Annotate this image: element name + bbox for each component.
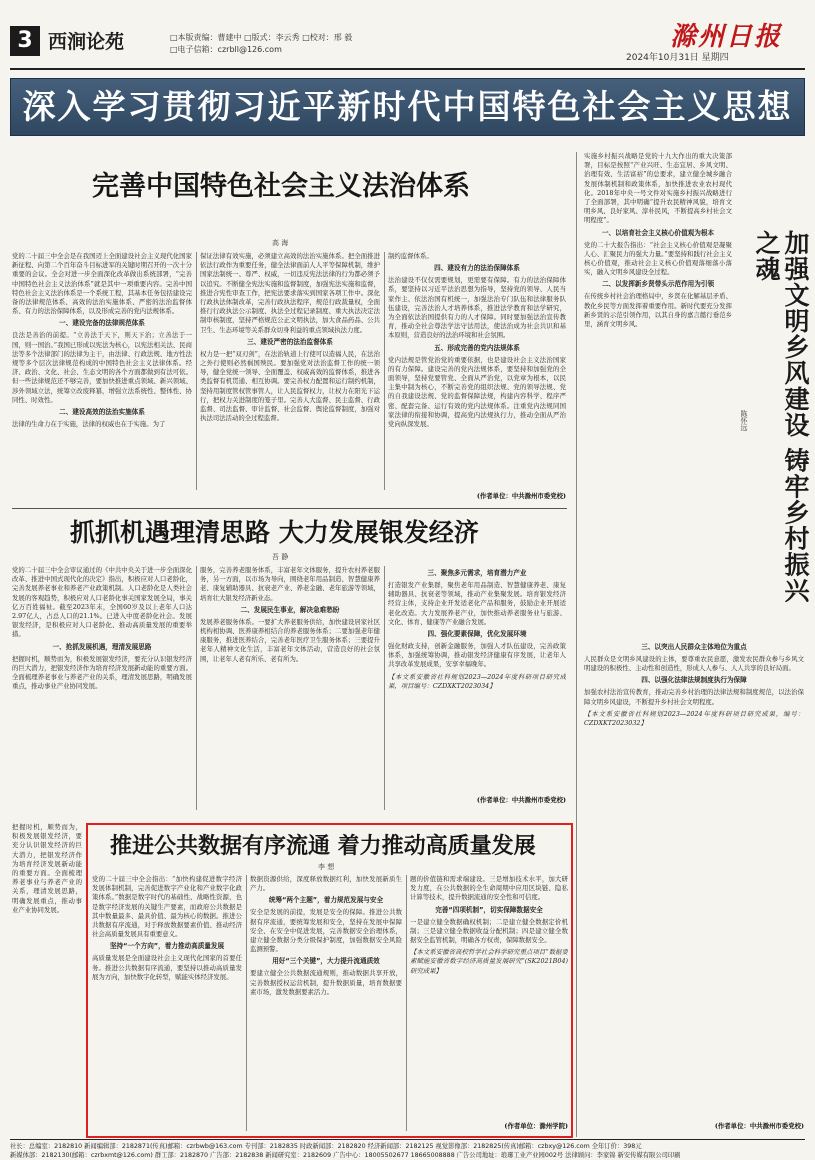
article2-subheading: 四、强化要素保障，优化发展环境 (427, 630, 527, 639)
article2-subheading: 三、聚焦多元需求，培育潜力产业 (427, 569, 527, 577)
article3-subheading: 用好“三个关键”，大力提升流通质效 (272, 957, 380, 966)
column-divider (384, 566, 385, 810)
article2-title: 抓抓机遇理清思路 大力发展银发经济 (70, 518, 479, 547)
issue-date: 2024年10月31日 星期四 (626, 53, 729, 63)
article4-para: 党的二十大报告指出：“社会主义核心价值观是凝聚人心、汇聚民力的强大力量。”要坚持和践行社会主义核心价值观，推动社会主义核心价值观落细落小落实，融入文明乡风建设全过程。 (584, 240, 732, 277)
article1-column-3 (388, 252, 566, 492)
article4-para: 在传统乡村社会治理格局中，乡贤在化解基层矛盾、教化乡民等方面发挥着重要作用。新时代要充分发挥新乡贤的示范引领作用，以其自身的嘉言懿行垂范乡里，涵育文明乡风。 (584, 292, 732, 329)
article1-para: 法治建设不仅仅需要规划，更需要有保障。有力的法治保障体系，要坚持以习近平法治思想为指导，坚持党的领导、人民当家作主、依法治国有机统一，加强法治专门队伍和法律服务队伍建设，完善法治人才培养体系，推进法学教育和法学研究，为全面依法治国提供有力的人才保障。同时要加强法治宣传教育，推动全社会尊法学法守法用法，使法治成为社会共识和基本原则，营造良好的法治环境和社会氛围。 (388, 276, 566, 340)
article4-column-top (584, 152, 732, 522)
article2-para: 发展养老服务体系。一要扩大养老服务供给，加快建设居家社区机构相协调、医养康养相结合的养老服务体系；二要加强老年健康服务，推进医养结合，完善老年医疗卫生服务体系；三要提升老年人精神文化生活，丰富老年文体活动，营造良好的社会氛围，让老年人老有所乐、老有所为。 (200, 617, 380, 663)
article4-para: 人民群众是文明乡风建设的主体，要尊重农民意愿，激发农民群众参与乡风文明建设的积极性、主动性和创造性，形成人人参与、人人共享的良好局面。 (584, 655, 804, 673)
article3-subheading: 坚持“一个方向”，着力推动高质量发展 (109, 942, 225, 951)
column-divider (196, 566, 197, 810)
article3-para: 一是建立健全数据确权机制；二是建立健全数据定价机制；三是建立健全数据收益分配机制；四是建立健全数据安全监管机制，明确各方权责，保障数据安全。 (410, 917, 568, 945)
footer-line-1: 社长：总编室：2182810 新闻编辑部：2182871(传真)邮箱：czrbwb@163.com 专刊部：2182835 时政新闻部：2182820 经济新闻部：2182125 视觉影像部：2182825(传真)邮箱：czbxy@126.com 全年订价：398元 (10, 1143, 642, 1150)
editors-line: □本版责编：曹建中 □版式：李云秀 □校对：邢 毅 (170, 33, 353, 42)
article3-para: 安全是发展的前提，发展是安全的保障。推进公共数据有序流通，要统筹发展和安全，坚持在发展中保障安全、在安全中促进发展，完善数据安全治理体系，建立健全数据分类分级保护制度，加强数据安全风险监测预警。 (250, 908, 402, 954)
article3-title: 推进公共数据有序流通 着力推动高质量发展 (110, 834, 536, 859)
article2-continuation (12, 823, 82, 1133)
article2-column-3 (388, 566, 566, 788)
article3-source: (作者单位：滁州学院) (504, 1122, 568, 1130)
newspaper-logo: 滁州日报 (670, 22, 783, 52)
article1-column-2 (200, 252, 380, 492)
page-number: 3 (10, 26, 40, 56)
editors-info (170, 32, 370, 56)
article4-subheading: 一、以培育社会主义核心价值观为根本 (601, 228, 715, 237)
article2-para: 把握时机，顺势而为，积极发展银发经济，要充分认识银发经济的巨大潜力，把银发经济作为培育经济发展新动能的重要方面。全面梳理养老事业与养老产业的关系，理清发展思路，明确发展重点，推动事业产业协同发展。 (12, 654, 192, 691)
article4-note: 【本文系安徽省社科规划2023—2024年度科研项目研究成果，编号：CZDXKT2023032】 (584, 709, 804, 728)
article3-subheading: 完善“四项机制”，切实保障数据安全 (435, 905, 543, 914)
email-line: □电子信箱：czrbll@126.com (170, 45, 282, 54)
article1-author: 高 海 (272, 239, 289, 247)
column-divider (406, 875, 407, 1131)
article4-author: 陈怀远 (740, 410, 748, 431)
article3-author: 李 想 (318, 863, 335, 871)
column-divider (384, 252, 385, 490)
article4-subheading: 二、以发挥新乡贤带头示范作用为引领 (601, 280, 715, 289)
article4-title: 加强文明乡风建设 铸牢乡村振兴之魂 (752, 230, 810, 604)
article4-subheading: 四、以强化法律法规制度执行为保障 (641, 676, 747, 685)
article2-subheading: 二、发展民生事业，解决急难愁盼 (240, 605, 340, 614)
article3-subheading: 统筹“两个主题”，着力规范发展与安全 (268, 896, 384, 905)
footer-rule (10, 1139, 805, 1140)
article4-column-bottom (584, 640, 804, 1110)
article2-para: 党的二十届三中全会审议通过的《中共中央关于进一步全面深化改革、推进中国式现代化的决定》指出，积极应对人口老龄化，完善发展养老事业和养老产业政策机制。人口老龄化是人类社会发展的客观趋势，积极应对人口老龄化事关国家发展全局，事关亿万百姓福祉。截至2023年末，全国60岁及以上老年人口达2.97亿人，占总人口的21.1%。已进入中度老龄化社会。发展银发经济，是积极应对人口老龄化、推动高质量发展的重要举措。 (12, 566, 192, 639)
article2-column-1 (12, 566, 192, 810)
article4-subheading: 三、以突出人民群众主体地位为重点 (641, 643, 747, 651)
article1-para: 权力是一把“双刃剑”，在法治轨道上行使可以造福人民，在法治之外行使则必然祸国殃民。要加强党对法治监督工作的统一领导，健全党统一领导、全面覆盖、权威高效的监督体系，推进各类监督有机贯通、相互协调。要完善权力配置和运行制约机制，坚持用制度管权管事管人，让人民监督权力，让权力在阳光下运行，把权力关进制度的笼子里。完善人大监督、民主监督、行政监督、司法监督、审计监督、社会监督、舆论监督制度，加强对执法司法活动的全过程监督。 (200, 349, 380, 423)
article3-column-2 (250, 875, 402, 1133)
article3-column-3 (410, 875, 568, 1119)
article1-para: 保证法律有效实施，必须建立高效的法治实施体系。把全面推进依法行政作为重要任务，健全法律面前人人平等保障机制，维护国家法制统一、尊严、权威，一切违反宪法法律的行为都必须予以追究。不断健全宪法实施和监督制度，加强宪法实施和监督，推进合宪性审查工作，把宪法要求落实到国家各项工作中。深化行政执法体制改革，完善行政执法程序，规范行政裁量权，全面推行行政执法公示制度、执法全过程记录制度、重大执法决定法制审核制度，坚持严格规范公正文明执法，加大食品药品、公共卫生、生态环境等关系群众切身利益的重点领域执法力度。 (200, 252, 380, 334)
article2-para: 打造银发产业集群，聚焦老年用品制造、智慧健康养老、康复辅助器具、抗衰老等领域，推动产业集聚发展。培育银发经济经营主体，支持企业开发适老化产品和服务，鼓励企业开展适老化改造。大力发展养老产业，加快推动养老服务业与旅游、文化、体育、健康等产业融合发展。 (388, 581, 566, 626)
article1-para: 党内法规是管党治党的重要依据，也是建设社会主义法治国家的有力保障。建设完善的党内法规体系，要坚持和加强党的全面领导，坚持党要管党、全面从严治党，以党章为根本，以民主集中制为核心，不断完善党的组织法规、党的领导法规、党的自我建设法规、党的监督保障法规，构建内容科学、程序严密、配套完备、运行有效的党内法规体系。注重党内法规同国家法律的衔接和协调，提高党内法规执行力，推动全面从严治党向纵深发展。 (388, 355, 566, 429)
masthead-rule (10, 68, 805, 70)
article2-source: (作者单位：中共滁州市委党校) (476, 796, 566, 804)
article2-column-2 (200, 566, 380, 810)
article1-subheading: 二、建设高效的法治实施体系 (59, 408, 145, 417)
article3-para: 数据资源供给，深度释放数据红利，加快发展新质生产力。 (250, 875, 402, 893)
article1-para: 法律的生命力在于实施，法律的权威也在于实施。为了 (12, 420, 166, 429)
article4-para: 加强农村法治宣传教育，推动完善乡村治理的法律法规和制度规范，以法治保障文明乡风建设，不断提升乡村社会文明程度。 (584, 688, 804, 706)
article1-para: 党的二十届三中全会是在我国迈上全面建设社会主义现代化国家新征程、向第二个百年奋斗目标进军的关键时期召开的一次十分重要的会议。全会对进一步全面深化改革做出系统部署，“完善中国特色社会主义法治体系”就是其中一项重要内容。完善中国特色社会主义法治体系是一个系统工程，其基本任务包括建设完备的法律规范体系、高效的法治实施体系、严密的法治监督体系、有力的法治保障体系，以及形成完善的党内法规体系。 (12, 252, 192, 316)
article3-note: 【本文系安徽省高校哲学社会科学研究重点项目“数据要素赋能安徽省数字经济高质量发展研究”(SK2021B04)研究成果】 (410, 948, 568, 975)
article4-para: 实施乡村振兴战略是党的十九大作出的重大决策部署，目标是按照“产业兴旺、生态宜居、乡风文明、治理有效、生活富裕”的总要求，建立健全城乡融合发展体制机制和政策体系，加快推进农业农村现代化。2018年中央一号文件对实施乡村振兴战略进行了全面部署，其中明确“提升农民精神风貌，培育文明乡风、良好家风、淳朴民风，不断提高乡村社会文明程度”。 (584, 152, 732, 225)
footer (10, 1142, 805, 1160)
article2-para: 把握时机，顺势而为，积极发展银发经济，要充分认识银发经济的巨大潜力，把银发经济作为培育经济发展新动能的重要方面。全面梳理养老事业与养老产业的关系，理清发展思路，明确发展重点，推动事业产业协同发展。 (12, 823, 82, 914)
article2-note: 【本文系安徽省社科规划2023—2024年度科研项目研究成果，项目编号：CZDXKT2023034】 (388, 672, 566, 690)
article3-para: 高质量发展是全面建设社会主义现代化国家的首要任务。推进公共数据有序流通，要坚持以推动高质量发展为方向，加快数字化转型，赋能实体经济发展。 (92, 954, 242, 981)
article2-subheading: 一、抢抓发展机遇，理清发展思路 (52, 642, 152, 651)
footer-line-2: 新媒体部：2182130(邮箱：czrbxmt@126.com) 群工部：2182870 广告部：2182838 新闻研究室：2182609 广告中心：18005502677 18665008888 广告公司地址：琅琊工业产业园002号 法律顾问：李家锦 新安传媒有限公司印刷 (10, 1152, 681, 1159)
section-name: 西涧论苑 (48, 31, 125, 53)
theme-banner-title: 深入学习贯彻习近平新时代中国特色社会主义思想 (22, 87, 793, 126)
article1-column-1 (12, 252, 192, 492)
article4-source: (作者单位：中共滁州市委党校) (714, 1122, 804, 1130)
article1-subheading: 四、建设有力的法治保障体系 (434, 264, 520, 273)
article1-title: 完善中国特色社会主义法治体系 (92, 171, 470, 202)
right-column-divider (576, 152, 577, 1137)
article1-para: 良法是善治的前提。“立善法于天下，则天下治；立善法于一国，则一国治。”我国已形成以宪法为核心，以宪法相关法、民商法等多个法律部门的法律为主干，由法律、行政法规、地方性法规等多个层次法律规范构成的中国特色社会主义法律体系。经济、政治、文化、社会、生态文明的各个方面都做到有法可依。但一些法律规范还不够完善，要加快推进重点领域、新兴领域、涉外领域立法，统筹立改废释纂，增强立法系统性、整体性、协同性、时效性。 (12, 331, 192, 404)
article3-para: 题的价值链和需求端建设。三是增加技术水平，加大研发力度，在公共数据的全生命周期中应用区块链、隐私计算等技术，提升数据流通的安全性和可信度。 (410, 875, 568, 902)
article3-para: 党的二十届三中全会指出：“加快构建促进数字经济发展体制机制，完善促进数字产业化和产业数字化政策体系。”数据是数字时代的基础性、战略性资源，也是数字经济发展的关键生产要素，而政府公共数据是其中数量最多、最具价值、最为核心的数据。推进公共数据有序流通，对于释放数据要素价值、推动经济社会高质量发展具有重要意义。 (92, 875, 242, 939)
column-divider (196, 252, 197, 490)
article2-author: 吾 静 (272, 553, 289, 561)
article1-subheading: 一、建设完备的法律规范体系 (59, 319, 145, 328)
article3-column-1 (92, 875, 242, 1133)
article3-para: 要建立健全公共数据流通规则，推动数据共享开放，完善数据授权运营机制，提升数据质量，培育数据要素市场，激发数据要素活力。 (250, 969, 402, 996)
article1-subheading: 五、形成完善的党内法规体系 (434, 343, 520, 352)
column-divider (246, 875, 247, 1131)
article2-para: 强化财政支持，创新金融服务，加强人才队伍建设，完善政策体系，加强统筹协调，推动银发经济健康有序发展，让老年人共享改革发展成果，安享幸福晚年。 (388, 642, 566, 669)
article2-para: 服务，完善养老服务体系，丰富老年文体服务，提升农村养老服务，另一方面，以市场为导向，围绕老年用品制造、智慧健康养老、康复辅助器具、抗衰老产业、养老金融、老年旅游等领域，培育壮大银发经济新业态。 (200, 566, 380, 602)
article-divider (12, 508, 567, 509)
article1-para: 制约监督体系。 (388, 252, 433, 260)
article1-source: (作者单位：中共滁州市委党校) (476, 492, 566, 500)
article1-subheading: 三、建设严密的法治监督体系 (247, 337, 333, 346)
